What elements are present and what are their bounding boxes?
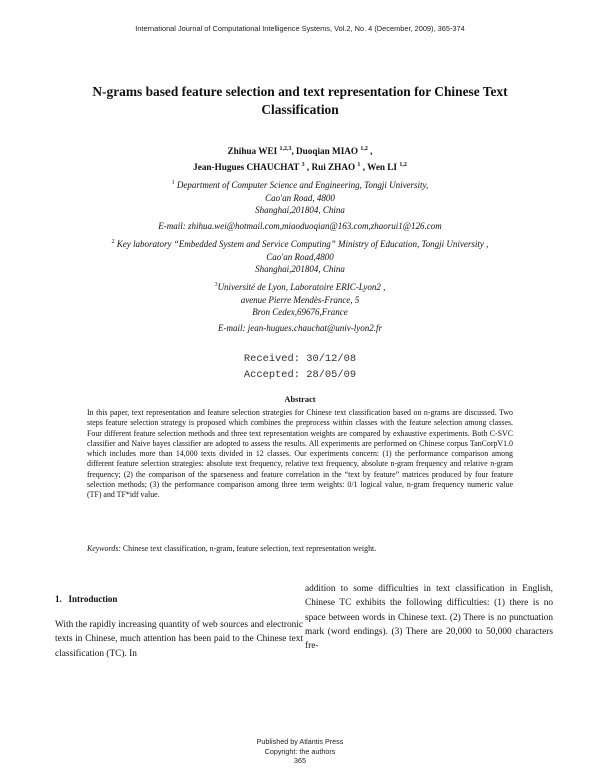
author-list: [100, 142, 500, 174]
author: Wen LI $^{1,2}$: [367, 162, 407, 173]
page-number: 365: [294, 756, 306, 766]
author: Jean-Hugues CHAUCHAT $^3$ ,: [193, 162, 312, 173]
body-column-left: With the rapidly increasing quantity of web sources and electronic texts in Chinese, much attention has been paid to the Chinese text classification (TC). In: [55, 620, 303, 659]
email-line: E-mail: jean-hugues.chauchat@univ-lyon2.fr: [218, 322, 382, 333]
keywords-label: Keywords:: [87, 544, 121, 553]
publisher: Published by Atlantis Press: [256, 737, 344, 746]
copyright: Copyright: the authors: [264, 746, 336, 756]
journal-header: International Journal of Computational Intelligence Systems, Vol.2, No. 4 (December, 2009), 365-374: [135, 24, 465, 33]
body-column-right: addition to some difficulties in text classification in English, Chinese TC exhibits the following difficulties: (1) there is no space between words in Chinese text. (2) There is no punctuation mark (word endings). (3) There are 20,000 to 50,000 characters fre-: [305, 584, 553, 652]
abstract-heading: Abstract: [284, 395, 316, 404]
affiliation-3: $^3$Université de Lyon, Laboratoire ERIC-Lyon2 , avenue Pierre Mendès-France, 5 Bron Cedex,69676,France E-mail: jean-hugues.chauchat@univ-lyon2.fr: [40, 279, 560, 334]
page-footer: [0, 737, 600, 766]
affiliation-2: $^2$ Key laboratory “Embedded System and Service Computing” Ministry of Education, Tongji University , Cao'an Road,4800 Shanghai,201804, China: [111, 239, 489, 275]
paper-title: N-grams based feature selection and text representation for Chinese Text Classification: [92, 84, 508, 117]
affiliation-1: $^1$ Department of Computer Science and Engineering, Tongji University, Cao'an Road, 4800 Shanghai,201804, China E-mail: zhihua.wei@hotmail.com,miaoduoqian@163.com,zhaorui1@126.com: [40, 177, 560, 232]
email-line: E-mail: zhihua.wei@hotmail.com,miaoduoqian@163.com,zhaorui1@126.com: [158, 220, 442, 231]
abstract-body: In this paper, text representation and feature selection strategies for Chinese text classification based on n-grams are discussed. Two steps feature selection strategy is proposed which combines the preprocess within classes with the feature selection among classes. Four different feature selection methods and three text representation weights are compared by exhaustive experiments. Both C-SVC classifier and Naive bayes classifier are adopted to assess the results. All experiments are performed on Chinese corpus TanCorpV1.0 which includes more than 14,000 texts divided in 12 classes. Our experiments concern: (1) the performance comparison among different feature selection strategies: absolute text frequency, relative text frequency, absolute n-gram frequency and relative n-gram frequency; (2) the comparison of the sparseness and feature correlation in the “text by feature” matrices produced by four feature selection methods; (3) the performance comparison among three term weights: 0/1 logical value, n-gram frequency numeric value (TF) and TF*idf value.: [87, 408, 513, 500]
section-heading: 1. Introduction: [55, 594, 118, 604]
keywords-text: Chinese text classification, n-gram, feature selection, text representation weight.: [122, 544, 377, 553]
author: Duoqian MIAO $^{1,2}$ ,: [296, 146, 373, 157]
author: Rui ZHAO $^1$ ,: [311, 162, 368, 173]
author: Zhihua WEI $^{1,2,3}$,: [227, 146, 297, 157]
received-date: Received: 30/12/08: [243, 353, 357, 365]
dates-block: [0, 351, 600, 383]
accepted-date: Accepted: 28/05/09: [243, 369, 357, 381]
keywords: [87, 544, 513, 554]
